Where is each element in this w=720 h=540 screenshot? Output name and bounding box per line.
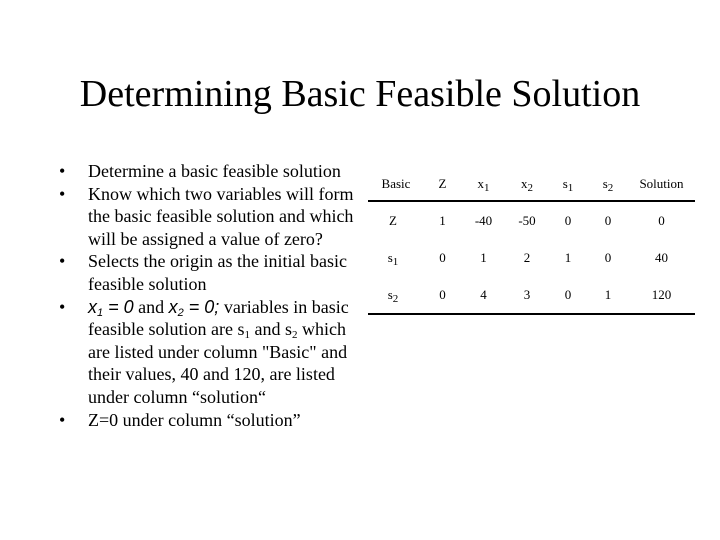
table-row bbox=[368, 239, 695, 276]
column-header: Solution bbox=[628, 167, 695, 201]
table-header-row bbox=[368, 167, 695, 201]
table-cell: 4 bbox=[461, 276, 506, 314]
table-cell: 0 bbox=[658, 212, 665, 228]
bullet-item bbox=[56, 160, 356, 183]
table-cell: 0 bbox=[439, 249, 446, 265]
column-header: Basic bbox=[368, 167, 424, 201]
table-cell: 1 bbox=[564, 249, 572, 265]
table-cell: 0 bbox=[604, 212, 612, 228]
bullet-text: Know which two variables will form the basic feasible solution and which will be assigned a value of zero? bbox=[88, 183, 354, 249]
table-cell: -50 bbox=[518, 212, 536, 228]
table-row bbox=[368, 201, 695, 239]
table-cell: 40 bbox=[655, 249, 668, 265]
simplex-tableau bbox=[368, 167, 695, 315]
column-header: $x_2$ bbox=[506, 167, 548, 201]
var-x1: $x_1 = 0$ bbox=[88, 296, 134, 319]
bullet-text: Z=0 under column “solution” bbox=[88, 409, 301, 430]
bullet-dot: • bbox=[59, 409, 66, 430]
bullet-text: Determine a basic feasible solution bbox=[88, 161, 341, 181]
table-cell: 3 bbox=[506, 276, 548, 314]
column-header: $s_1$ bbox=[548, 167, 588, 201]
basic-cell: $s_2$ bbox=[368, 276, 424, 314]
table-cell: -40 bbox=[474, 212, 493, 228]
table-cell: 0 bbox=[424, 276, 461, 314]
bullet-item bbox=[56, 296, 356, 409]
bullet-item bbox=[56, 250, 356, 295]
table-cell: 2 bbox=[523, 249, 531, 265]
basic-cell: $s_1$ bbox=[387, 249, 399, 268]
bullet-list bbox=[56, 160, 356, 431]
table-cell: 0 bbox=[548, 276, 588, 314]
column-header: $s_2$ bbox=[588, 167, 628, 201]
slide-title: Determining Basic Feasible Solution bbox=[79, 73, 641, 115]
bullet-dot: • bbox=[59, 183, 66, 204]
bullet-dot: • bbox=[59, 296, 66, 317]
table-cell: 120 bbox=[628, 276, 695, 314]
table-cell: 1 bbox=[480, 249, 487, 265]
bullet-text: $x_1 = 0$ and $x_2 = 0$; variables in basic feasible solution are $s_1$ and $s_2$ which are listed under column "Basic" and their values, 40 and 120, are listed under column “solution“ bbox=[88, 296, 349, 407]
var-x2: $x_2 = 0$; bbox=[168, 296, 220, 319]
table-row bbox=[368, 276, 695, 314]
bullet-item bbox=[56, 409, 356, 432]
bullet-dot: • bbox=[59, 161, 66, 181]
bullet-item bbox=[56, 183, 356, 251]
bullet-dot: • bbox=[59, 251, 66, 272]
table-cell: 0 bbox=[564, 212, 572, 228]
table-cell: 1 bbox=[439, 212, 446, 228]
basic-cell: Z bbox=[389, 212, 397, 228]
table-cell: 1 bbox=[588, 276, 628, 314]
column-header: $x_1$ bbox=[461, 167, 506, 201]
bullet-text: Selects the origin as the initial basic feasible solution bbox=[88, 251, 347, 294]
table-cell: 0 bbox=[604, 249, 612, 265]
column-header: Z bbox=[424, 167, 461, 201]
